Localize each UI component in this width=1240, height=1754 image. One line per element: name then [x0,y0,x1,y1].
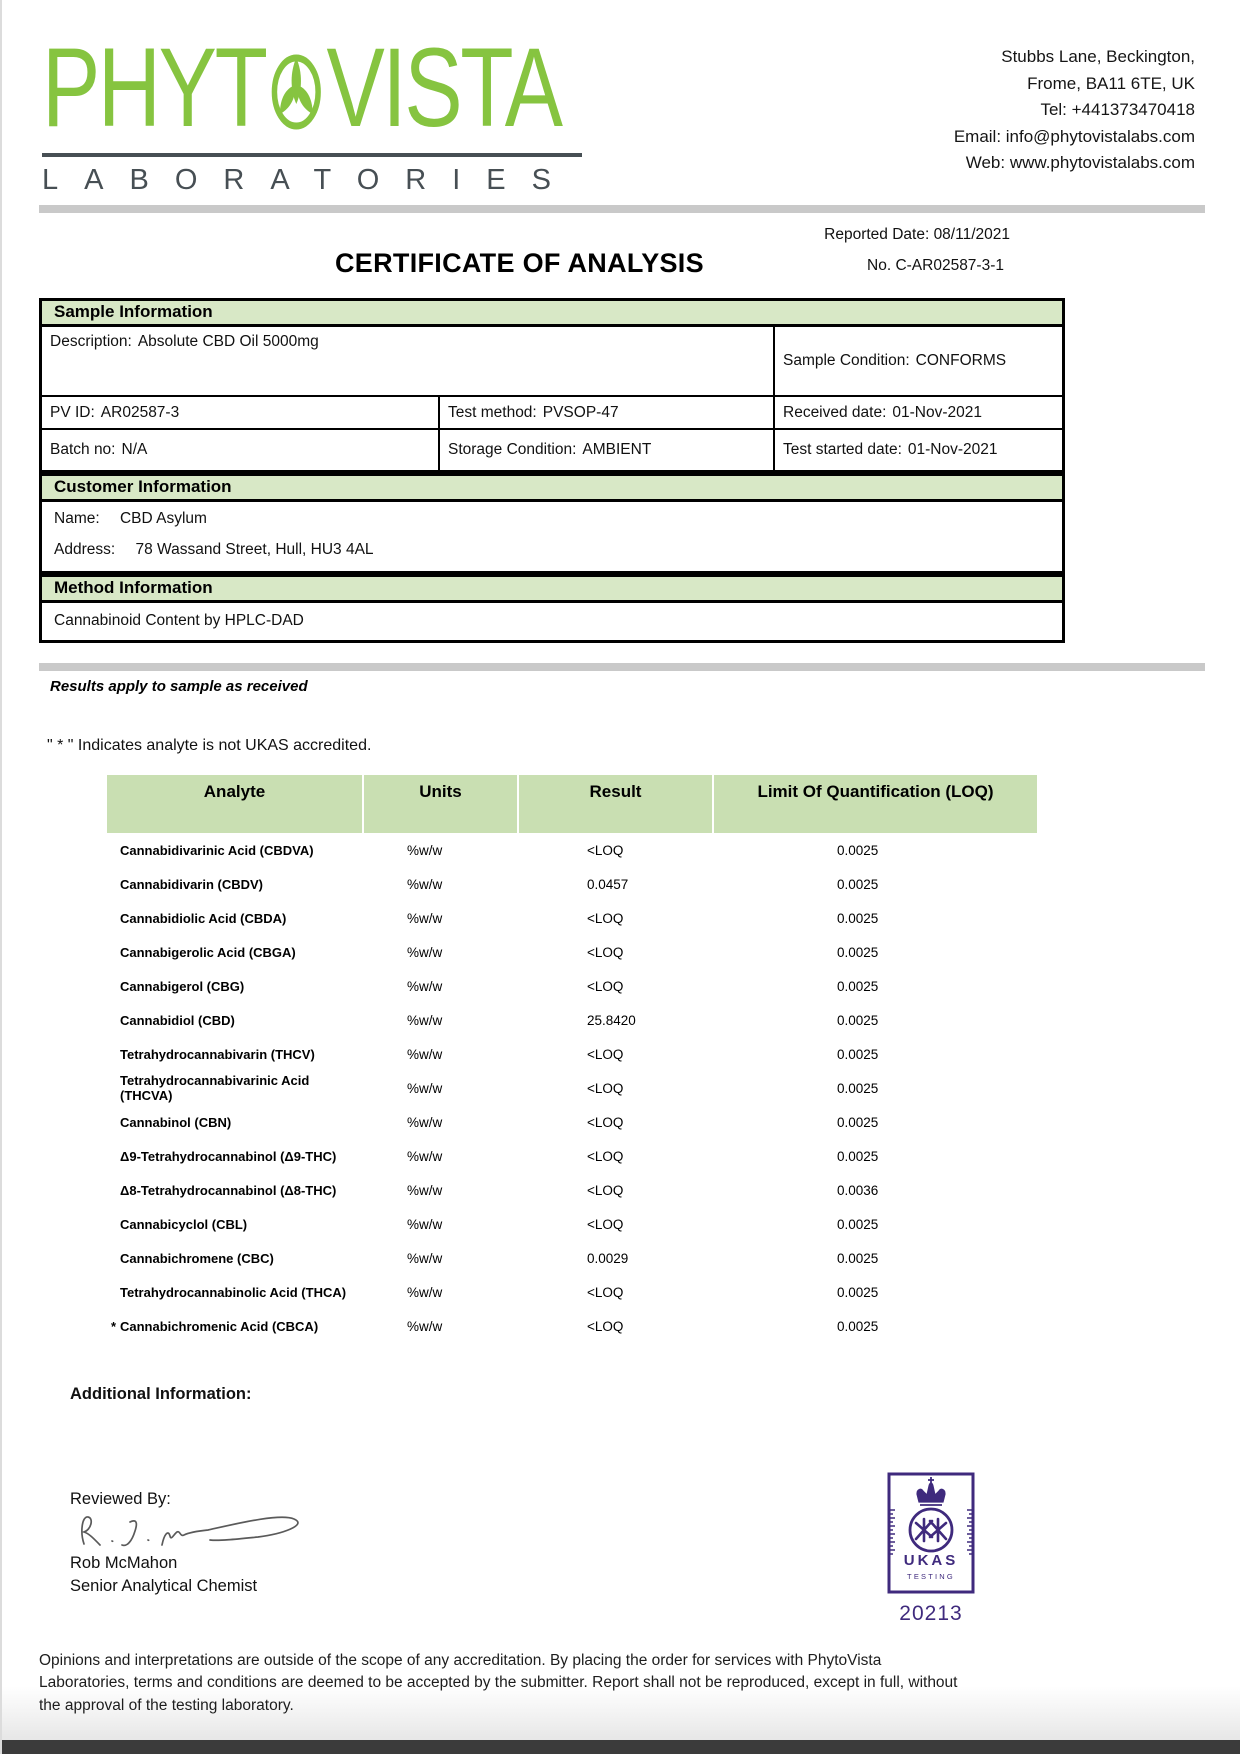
not-accredited-flag [107,1285,120,1300]
not-accredited-flag [107,945,120,960]
results-table [107,775,1037,1343]
not-accredited-flag [107,979,120,994]
analyte-name: Cannabinol (CBN) [120,1114,232,1130]
method-information-box [39,574,1065,643]
loq-value: 0.0025 [837,1250,879,1266]
loq-value: 0.0025 [837,978,879,994]
table-row [107,833,1037,867]
loq-value: 0.0025 [837,842,879,858]
logo-word-right: VISTA [326,25,561,150]
units-value: %w/w [407,1148,443,1164]
customer-address-line [54,541,1050,559]
analyte-name: Cannabigerolic Acid (CBGA) [120,944,296,960]
table-row [107,1309,1037,1343]
method-information-header: Method Information [42,577,1062,603]
sample-information-header: Sample Information [42,301,1062,327]
storage-condition-value: AMBIENT [582,441,652,458]
reviewer-name: Rob McMahon [70,1554,178,1572]
loq-value: 0.0025 [837,1284,879,1300]
loq-value: 0.0025 [837,1046,879,1062]
not-accredited-flag [107,1115,120,1130]
logo-subtitle: LABORATORIES [42,164,577,197]
batch-no-value: N/A [121,441,148,458]
ukas-accreditation-number: 20213 [899,1602,963,1625]
storage-condition-cell [440,430,775,470]
table-row [107,867,1037,901]
analyte-name: Cannabidivarin (CBDV) [120,876,264,892]
received-date-label: Received date: [783,403,887,421]
test-started-value: 01-Nov-2021 [907,441,998,458]
result-value: <LOQ [587,1182,624,1198]
analyte-cell [107,1115,362,1130]
additional-information-label: Additional Information: [70,1385,252,1403]
customer-address-label: Address: [54,541,116,558]
analyte-name: Tetrahydrocannabinolic Acid (THCA) [120,1284,347,1300]
result-value: <LOQ [587,944,624,960]
description-value: Absolute CBD Oil 5000mg [137,333,319,350]
test-method-label: Test method: [448,403,537,421]
units-value: %w/w [407,944,443,960]
loq-value: 0.0036 [837,1182,879,1198]
ukas-name: UKAS [903,1552,959,1569]
column-header-units: Units [362,775,517,833]
table-row [107,1275,1037,1309]
column-header-analyte: Analyte [203,782,266,801]
separator-bar-middle [39,663,1205,671]
not-accredited-flag [107,1073,120,1103]
analyte-name: Δ9-Tetrahydrocannabinol (Δ9-THC) [120,1148,337,1164]
ukas-badge [886,1472,976,1626]
received-date-cell [775,397,1062,430]
description-label: Description: [50,333,132,350]
logo-wordmark [42,25,561,150]
test-method-cell [440,397,775,430]
not-accredited-flag [107,1251,120,1266]
units-value: %w/w [407,1114,443,1130]
loq-value: 0.0025 [837,1216,879,1232]
signoff-block [70,1490,390,1610]
accreditation-note: " * " Indicates analyte is not UKAS accredited. [47,737,372,754]
analyte-name: Cannabicyclol (CBL) [120,1216,248,1232]
loq-value: 0.0025 [837,1080,879,1096]
reviewed-by-label: Reviewed By: [70,1490,171,1508]
contact-address-line2: Frome, BA11 6TE, UK [1027,73,1195,93]
units-value: %w/w [407,1318,443,1334]
analyte-name: Cannabidiolic Acid (CBDA) [120,910,287,926]
reported-date: Reported Date: 08/11/2021 [824,226,1010,243]
ukas-logo-icon [887,1472,975,1594]
result-value: <LOQ [587,1318,624,1334]
pv-id-value: AR02587-3 [100,403,180,421]
pv-id-cell [42,397,440,430]
logo-word-left: PHYT [42,25,266,150]
analyte-cell [107,1251,362,1266]
result-value: <LOQ [587,1046,624,1062]
customer-address-value: 78 Wassand Street, Hull, HU3 4AL [135,541,374,558]
analyte-cell [107,945,362,960]
logo-divider [42,153,582,157]
results-table-body [107,833,1037,1343]
result-value: 25.8420 [587,1012,636,1028]
analyte-cell [107,1013,362,1028]
analyte-cell [107,1319,362,1334]
not-accredited-flag [107,1013,120,1028]
table-row [107,1173,1037,1207]
customer-information-box [39,473,1065,574]
analyte-cell [107,1183,362,1198]
table-row [107,1139,1037,1173]
units-value: %w/w [407,1012,443,1028]
table-row [107,935,1037,969]
analyte-name: Cannabidivarinic Acid (CBDVA) [120,842,314,858]
contact-address-line1: Stubbs Lane, Beckington, [1001,47,1195,66]
results-table-header [107,775,1037,833]
analyte-name: Cannabichromenic Acid (CBCA) [120,1318,319,1334]
not-accredited-flag [107,1149,120,1164]
result-value: <LOQ [587,1284,624,1300]
table-row [107,1207,1037,1241]
column-header-loq: Limit Of Quantification (LOQ) [712,775,1037,833]
units-value: %w/w [407,842,443,858]
customer-name-value: CBD Asylum [119,510,207,527]
not-accredited-flag [107,1183,120,1198]
sample-condition-cell [775,327,1062,397]
not-accredited-flag [107,1217,120,1232]
reviewer-title: Senior Analytical Chemist [70,1577,258,1595]
not-accredited-flag [107,1047,120,1062]
page-title: CERTIFICATE OF ANALYSIS [335,248,704,278]
analyte-cell [107,911,362,926]
sample-condition-value: CONFORMS [915,352,1007,369]
table-row [107,1105,1037,1139]
analyte-cell [107,979,362,994]
customer-name-line [54,510,1050,528]
units-value: %w/w [407,1046,443,1062]
info-sections [39,298,1065,643]
result-value: <LOQ [587,842,624,858]
report-meta [824,226,1010,275]
not-accredited-flag [107,877,120,892]
loq-value: 0.0025 [837,876,879,892]
contact-web: Web: www.phytovistalabs.com [965,153,1195,172]
received-date-value: 01-Nov-2021 [892,403,983,421]
analyte-cell [107,1217,362,1232]
test-started-label: Test started date: [783,441,902,458]
lab-contact-block [954,44,1195,177]
analyte-cell [107,877,362,892]
units-value: %w/w [407,1080,443,1096]
storage-condition-label: Storage Condition: [448,441,577,458]
loq-value: 0.0025 [837,910,879,926]
loq-value: 0.0025 [837,1012,879,1028]
leaf-icon [269,48,324,132]
customer-name-label: Name: [54,510,100,527]
result-value: <LOQ [587,1080,624,1096]
not-accredited-flag [107,911,120,926]
units-value: %w/w [407,1182,443,1198]
pv-id-label: PV ID: [50,403,95,421]
results-apply-note: Results apply to sample as received [50,678,308,695]
not-accredited-flag: * [110,1318,117,1334]
analyte-cell [107,1073,362,1103]
contact-email: Email: info@phytovistalabs.com [953,126,1195,146]
ukas-type: TESTING [907,1572,955,1581]
result-value: <LOQ [587,1216,624,1232]
result-value: <LOQ [587,1114,624,1130]
units-value: %w/w [407,1250,443,1266]
batch-no-label: Batch no: [50,441,116,458]
test-started-cell [775,430,1062,470]
analyte-cell [107,1047,362,1062]
loq-value: 0.0025 [837,1318,879,1334]
page-bottom-bar [2,1740,1240,1754]
units-value: %w/w [407,876,443,892]
analyte-cell [107,1149,362,1164]
table-row [107,1003,1037,1037]
analyte-name: Tetrahydrocannabivarin (THCV) [120,1046,315,1062]
units-value: %w/w [407,1216,443,1232]
loq-value: 0.0025 [837,944,879,960]
signature-image [70,1504,320,1556]
table-row [107,1071,1037,1105]
method-description: Cannabinoid Content by HPLC-DAD [54,612,304,629]
test-method-value: PVSOP-47 [542,403,619,421]
report-number: No. C-AR02587-3-1 [867,257,1004,274]
table-row [107,969,1037,1003]
separator-bar-top [39,205,1205,213]
sample-condition-label: Sample Condition: [783,352,910,369]
sample-description-cell [42,327,775,397]
customer-information-header: Customer Information [42,476,1062,502]
units-value: %w/w [407,910,443,926]
analyte-cell [107,843,362,858]
result-value: 0.0029 [587,1250,629,1266]
result-value: 0.0457 [587,876,629,892]
analyte-name: Δ8-Tetrahydrocannabinol (Δ8-THC) [120,1182,337,1198]
loq-value: 0.0025 [837,1114,879,1130]
not-accredited-flag [107,843,120,858]
result-value: <LOQ [587,910,624,926]
analyte-cell [107,1285,362,1300]
units-value: %w/w [407,1284,443,1300]
analyte-name: Cannabichromene (CBC) [120,1250,274,1266]
table-row [107,901,1037,935]
batch-no-cell [42,430,440,470]
contact-phone: Tel: +441373470418 [1040,100,1195,119]
column-header-result: Result [517,775,712,833]
footer-disclaimer: Opinions and interpretations are outside of the scope of any accreditation. By placing the order for services with PhytoVista Laboratories, terms and conditions are deemed to be accepted by the submitter. Report shall not be reproduced, except in full, without the approval of the testing laboratory. [39,1652,958,1714]
analyte-name: Cannabigerol (CBG) [120,978,245,994]
analyte-name: Tetrahydrocannabivarinic Acid (THCVA) [120,1073,310,1103]
loq-value: 0.0025 [837,1148,879,1164]
units-value: %w/w [407,978,443,994]
result-value: <LOQ [587,978,624,994]
result-value: <LOQ [587,1148,624,1164]
phytovista-logo [42,25,707,197]
sample-information-box [39,298,1065,473]
table-row [107,1241,1037,1275]
analyte-name: Cannabidiol (CBD) [120,1012,235,1028]
table-row [107,1037,1037,1071]
